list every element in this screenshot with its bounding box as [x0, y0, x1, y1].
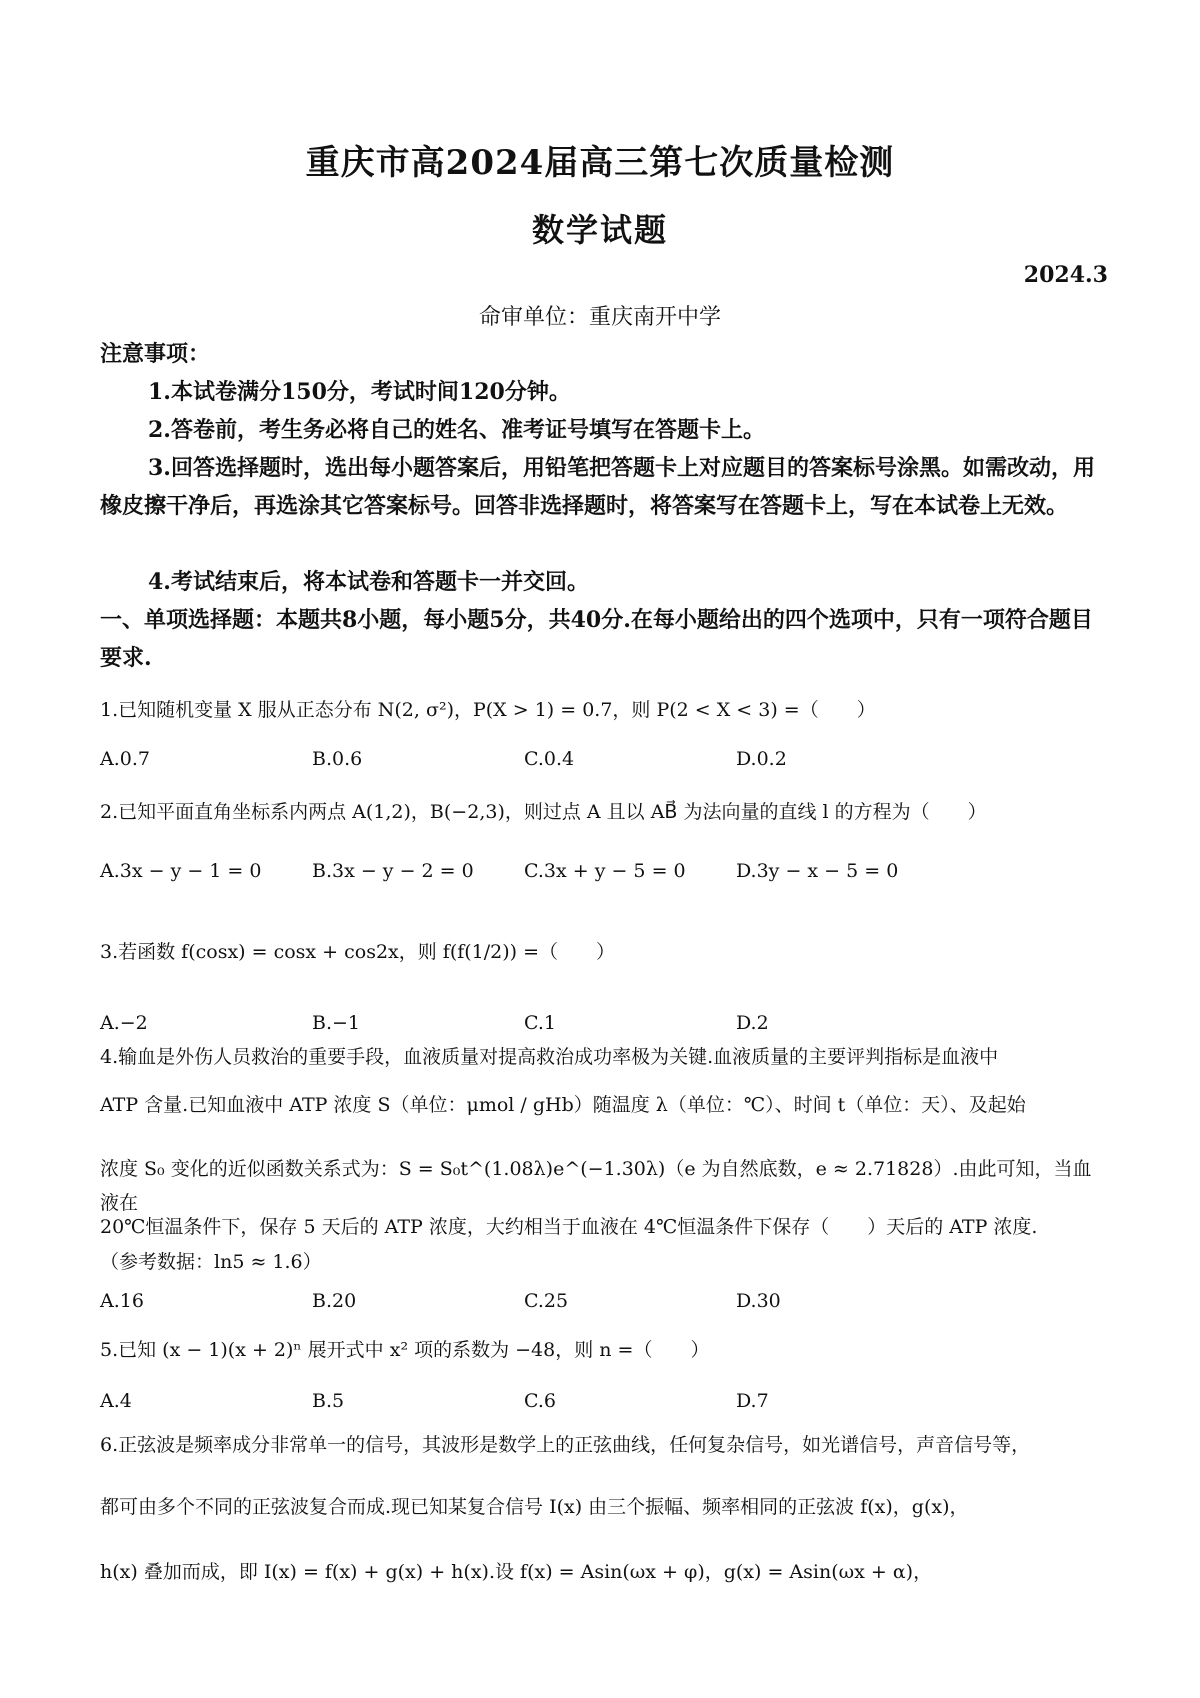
- notes-heading: 注意事项：: [100, 341, 211, 367]
- question-stem-line: 20℃恒温条件下，保存 5 天后的 ATP 浓度，大约相当于血液在 4℃恒温条件下保存（ ）天后的 ATP 浓度.: [100, 1216, 1038, 1238]
- option-a: A.4: [100, 1390, 132, 1412]
- option-b: B.20: [312, 1290, 357, 1312]
- note-item: 2.答卷前，考生务必将自己的姓名、准考证号填写在答题卡上。: [148, 417, 765, 443]
- option-a: A.0.7: [100, 748, 150, 770]
- option-c: C.25: [524, 1290, 569, 1312]
- note-item: 4.考试结束后，将本试卷和答题卡一并交回。: [148, 569, 589, 595]
- question-stem-line: （参考数据：ln5 ≈ 1.6）: [100, 1251, 322, 1273]
- option-row: [100, 748, 1110, 770]
- option-d: D.2: [736, 1012, 769, 1034]
- option-b: B.5: [312, 1390, 345, 1412]
- option-row: [100, 860, 1110, 882]
- question-stem-line: 浓度 S₀ 变化的近似函数关系式为：S = S₀t^(1.08λ)e^(−1.30λ)（e 为自然底数，e ≈ 2.71828）.由此可知，当血液在: [100, 1158, 1092, 1214]
- option-c: C.3x + y − 5 = 0: [524, 860, 686, 882]
- option-b: B.3x − y − 2 = 0: [312, 860, 474, 882]
- question-stem: 2.已知平面直角坐标系内两点 A(1,2)，B(−2,3)，则过点 A 且以 AB⃗ 为法向量的直线 l 的方程为（ ）: [100, 801, 987, 823]
- question-stem-line: ATP 含量.已知血液中 ATP 浓度 S（单位：μmol / gHb）随温度 λ（单位：℃）、时间 t（单位：天）、及起始: [100, 1094, 1026, 1116]
- question-stem-line: h(x) 叠加而成，即 I(x) = f(x) + g(x) + h(x).设 f(x) = Asin(ωx + φ)，g(x) = Asin(ωx + α)，: [100, 1561, 933, 1583]
- option-d: D.3y − x − 5 = 0: [736, 860, 899, 882]
- note-item: 3.回答选择题时，选出每小题答案后，用铅笔把答题卡上对应题目的答案标号涂黑。如需改动，用橡皮擦干净后，再选涂其它答案标号。回答非选择题时，将答案写在答题卡上，写在本试卷上无效。: [100, 455, 1095, 519]
- option-c: C.6: [524, 1390, 556, 1412]
- option-row: [100, 1390, 1110, 1412]
- exam-date: 2024.3: [1023, 262, 1108, 288]
- question-stem: 5.已知 (x − 1)(x + 2)ⁿ 展开式中 x² 项的系数为 −48，则 n =（ ）: [100, 1339, 710, 1361]
- page-footer-mark: [215, 1682, 255, 1684]
- option-row: [100, 1290, 1110, 1312]
- question-stem: 1.已知随机变量 X 服从正态分布 N(2, σ²)，P(X > 1) = 0.7，则 P(2 < X < 3) =（ ）: [100, 699, 876, 721]
- question-stem-line: 6.正弦波是频率成分非常单一的信号，其波形是数学上的正弦曲线，任何复杂信号，如光谱信号，声音信号等，: [100, 1434, 1031, 1456]
- option-a: A.−2: [100, 1012, 148, 1034]
- section-heading: 一、单项选择题：本题共8小题，每小题5分，共40分.在每小题给出的四个选项中，只有一项符合题目要求.: [100, 607, 1093, 671]
- option-a: A.16: [100, 1290, 144, 1312]
- option-d: D.0.2: [736, 748, 787, 770]
- question-stem: 3.若函数 f(cosx) = cosx + cos2x，则 f(f(1/2)) =（ ）: [100, 941, 616, 963]
- option-b: B.−1: [312, 1012, 361, 1034]
- option-row: [100, 1012, 1110, 1034]
- option-d: D.30: [736, 1290, 781, 1312]
- question-stem-line: 4.输血是外伤人员救治的重要手段，血液质量对提高救治成功率极为关键.血液质量的主要评判指标是血液中: [100, 1046, 999, 1068]
- exam-subtitle: 数学试题: [531, 211, 668, 249]
- option-c: C.0.4: [524, 748, 575, 770]
- option-a: A.3x − y − 1 = 0: [100, 860, 262, 882]
- option-d: D.7: [736, 1390, 769, 1412]
- option-c: C.1: [524, 1012, 556, 1034]
- option-b: B.0.6: [312, 748, 363, 770]
- exam-title: 重庆市高2024届高三第七次质量检测: [305, 143, 895, 183]
- note-item: 1.本试卷满分150分，考试时间120分钟。: [148, 379, 571, 405]
- exam-author: 命审单位：重庆南开中学: [478, 305, 721, 330]
- question-stem-line: 都可由多个不同的正弦波复合而成.现已知某复合信号 I(x) 由三个振幅、频率相同的正弦波 f(x)，g(x)，: [100, 1496, 969, 1518]
